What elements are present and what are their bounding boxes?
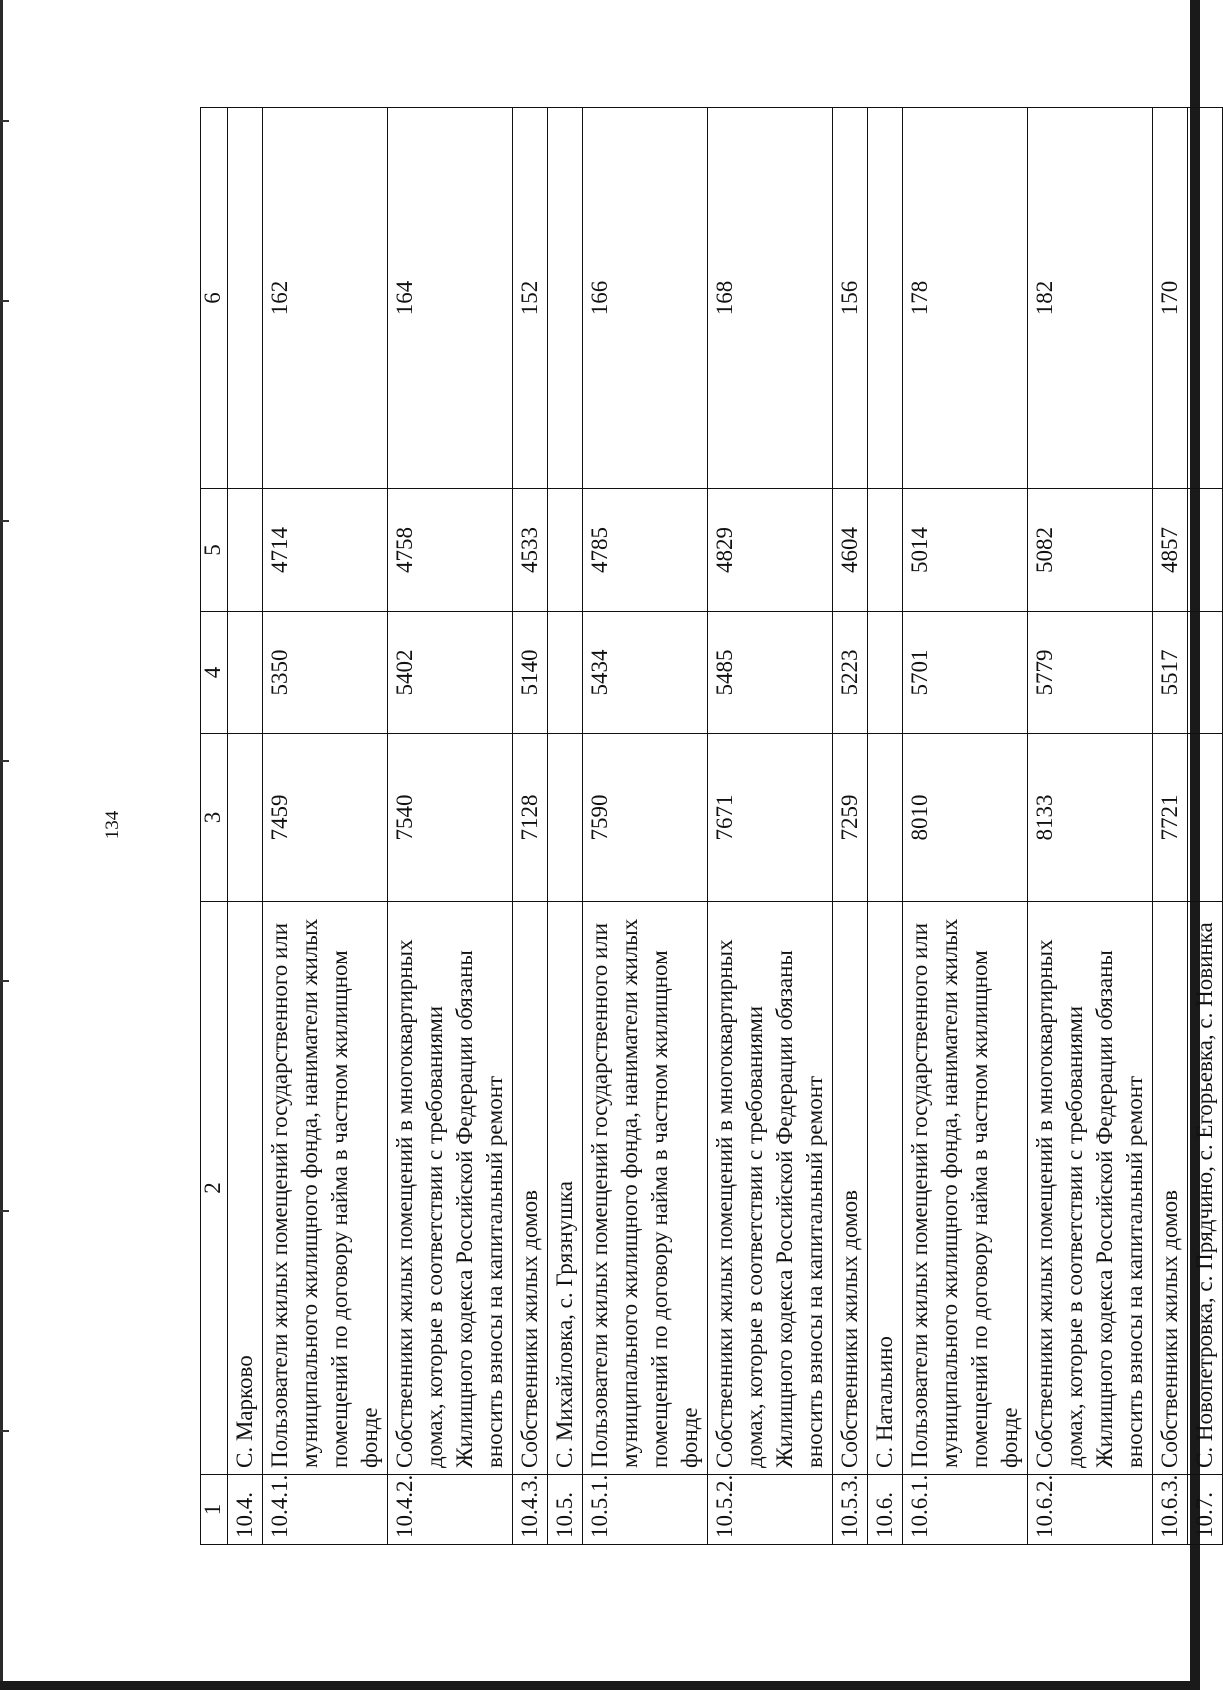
value-cell: 182	[1028, 108, 1153, 489]
value-cell: 7590	[583, 734, 708, 902]
table-row	[263, 108, 388, 1545]
row-description: Собственники жилых домов	[1153, 902, 1188, 1475]
scan-mark	[0, 760, 9, 762]
row-description: Собственники жилых помещений в многоквартирных домах, которые в соответствии с требованиями Жилищного кодекса Российской Федерации обязаны вносить взносы на капитальный ремонт	[1028, 902, 1153, 1475]
column-header: 2	[201, 902, 228, 1475]
column-header: 3	[201, 734, 228, 902]
row-description: С. Натальино	[868, 902, 903, 1475]
scan-mark	[0, 520, 9, 522]
value-cell: 5485	[708, 612, 833, 734]
value-cell: 156	[833, 108, 868, 489]
value-cell	[548, 108, 583, 489]
value-cell: 4829	[708, 489, 833, 612]
table-body	[201, 108, 1223, 1545]
value-cell	[1188, 734, 1223, 902]
row-description: Пользователи жилых помещений государственного или муниципального жилищного фонда, наниматели жилых помещений по договору найма в частном жилищном фонде	[263, 902, 388, 1475]
column-header: 5	[201, 489, 228, 612]
value-cell	[1188, 108, 1223, 489]
value-cell: 4758	[388, 489, 513, 612]
row-code: 10.4.1.	[263, 1475, 388, 1545]
row-code: 10.6.2.	[1028, 1475, 1153, 1545]
value-cell: 178	[903, 108, 1028, 489]
table-row	[583, 108, 708, 1545]
value-cell	[228, 612, 263, 734]
value-cell	[548, 734, 583, 902]
table-row	[708, 108, 833, 1545]
value-cell	[228, 489, 263, 612]
scan-edge-bottom	[0, 1681, 1200, 1690]
scan-edge-left	[0, 0, 3, 1690]
row-code: 10.5.1.	[583, 1475, 708, 1545]
value-cell: 4533	[513, 489, 548, 612]
value-cell	[868, 612, 903, 734]
rotated-page	[102, 108, 1217, 1545]
row-code: 10.6.	[868, 1475, 903, 1545]
value-cell: 8133	[1028, 734, 1153, 902]
row-code: 10.4.2.	[388, 1475, 513, 1545]
scan-mark	[0, 980, 9, 982]
page-number: 134	[102, 810, 123, 840]
table-header-row	[201, 108, 228, 1545]
value-cell: 5779	[1028, 612, 1153, 734]
value-cell	[1188, 612, 1223, 734]
value-cell: 4785	[583, 489, 708, 612]
column-header: 1	[201, 1475, 228, 1545]
value-cell: 7721	[1153, 734, 1188, 902]
value-cell: 5082	[1028, 489, 1153, 612]
row-code: 10.4.3.	[513, 1475, 548, 1545]
value-cell	[548, 612, 583, 734]
value-cell	[868, 489, 903, 612]
table-row	[548, 108, 583, 1545]
value-cell: 7459	[263, 734, 388, 902]
value-cell: 5701	[903, 612, 1028, 734]
column-header: 6	[201, 108, 228, 489]
row-code: 10.5.3.	[833, 1475, 868, 1545]
value-cell: 5223	[833, 612, 868, 734]
value-cell	[868, 734, 903, 902]
row-description: Собственники жилых домов	[513, 902, 548, 1475]
value-cell	[868, 108, 903, 489]
row-code: 10.6.3.	[1153, 1475, 1188, 1545]
column-header: 4	[201, 612, 228, 734]
value-cell: 5350	[263, 612, 388, 734]
row-code: 10.4.	[228, 1475, 263, 1545]
row-description: С. Михайловка, с. Грязнушка	[548, 902, 583, 1475]
value-cell: 166	[583, 108, 708, 489]
scan-mark	[0, 300, 9, 302]
row-description: Собственники жилых домов	[833, 902, 868, 1475]
value-cell: 170	[1153, 108, 1188, 489]
value-cell: 152	[513, 108, 548, 489]
value-cell: 8010	[903, 734, 1028, 902]
scan-mark	[0, 120, 9, 122]
value-cell: 5014	[903, 489, 1028, 612]
value-cell: 4857	[1153, 489, 1188, 612]
row-description: Пользователи жилых помещений государственного или муниципального жилищного фонда, наниматели жилых помещений по договору найма в частном жилищном фонде	[583, 902, 708, 1475]
table-row	[388, 108, 513, 1545]
value-cell: 4714	[263, 489, 388, 612]
table-row	[513, 108, 548, 1545]
value-cell: 5402	[388, 612, 513, 734]
table-row	[903, 108, 1028, 1545]
value-cell: 5434	[583, 612, 708, 734]
value-cell: 164	[388, 108, 513, 489]
row-code: 10.5.	[548, 1475, 583, 1545]
value-cell: 7540	[388, 734, 513, 902]
row-description: Пользователи жилых помещений государственного или муниципального жилищного фонда, наниматели жилых помещений по договору найма в частном жилищном фонде	[903, 902, 1028, 1475]
value-cell: 7671	[708, 734, 833, 902]
row-description: Собственники жилых помещений в многоквартирных домах, которые в соответствии с требованиями Жилищного кодекса Российской Федерации обязаны вносить взносы на капитальный ремонт	[708, 902, 833, 1475]
tariff-table	[200, 107, 1223, 1545]
value-cell: 4604	[833, 489, 868, 612]
scan-mark	[0, 1210, 9, 1212]
value-cell	[228, 734, 263, 902]
scan-mark	[0, 1430, 9, 1432]
table-row	[228, 108, 263, 1545]
value-cell: 7128	[513, 734, 548, 902]
table-row	[868, 108, 903, 1545]
table-row	[1153, 108, 1188, 1545]
value-cell	[1188, 489, 1223, 612]
row-description: С. Новопетровка, с. Прядчино, с. Егорьевка, с. Новинка	[1188, 902, 1223, 1475]
value-cell: 5140	[513, 612, 548, 734]
row-description: С. Марково	[228, 902, 263, 1475]
table-row	[1188, 108, 1223, 1545]
value-cell: 7259	[833, 734, 868, 902]
value-cell	[228, 108, 263, 489]
row-code: 10.6.1.	[903, 1475, 1028, 1545]
table-row	[833, 108, 868, 1545]
value-cell: 162	[263, 108, 388, 489]
table-row	[1028, 108, 1153, 1545]
row-code: 10.5.2.	[708, 1475, 833, 1545]
value-cell: 5517	[1153, 612, 1188, 734]
row-description: Собственники жилых помещений в многоквартирных домах, которые в соответствии с требованиями Жилищного кодекса Российской Федерации обязаны вносить взносы на капитальный ремонт	[388, 902, 513, 1475]
value-cell: 168	[708, 108, 833, 489]
value-cell	[548, 489, 583, 612]
row-code: 10.7.	[1188, 1475, 1223, 1545]
